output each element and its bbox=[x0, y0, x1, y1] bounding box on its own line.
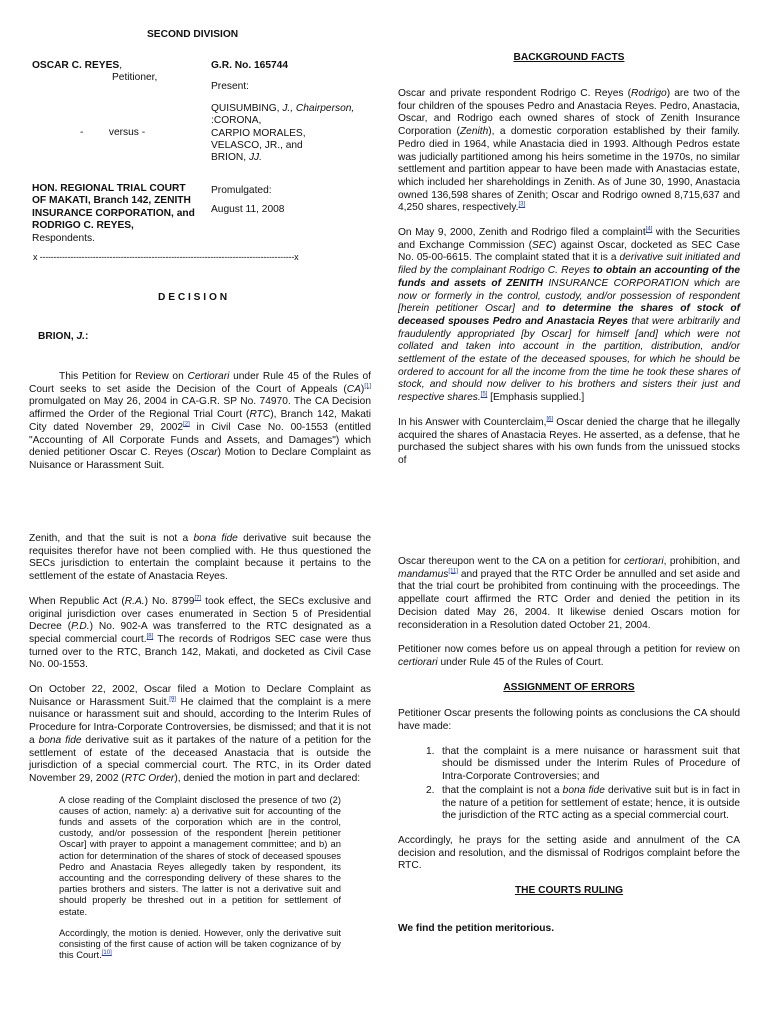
chairperson bbox=[211, 103, 391, 115]
list-item bbox=[398, 746, 740, 784]
author-j: J. bbox=[76, 331, 85, 342]
footnote-link[interactable]: [1] bbox=[364, 383, 371, 390]
author-name: BRION, bbox=[38, 331, 77, 342]
gr-number: G.R. No. 165744 bbox=[211, 60, 289, 71]
right-column-top bbox=[398, 88, 740, 480]
footnote-link[interactable]: [4] bbox=[645, 226, 653, 233]
promulgated-label: Promulgated: bbox=[211, 184, 272, 196]
footnote-link[interactable]: [5] bbox=[480, 391, 488, 398]
ra-8799-paragraph: When Republic Act (R.A.) No. 8799[7] took effect, the SECs exclusive and original jurisdiction over cases enumerated in Section 5 of Presidential Decree (P.D.) No. 902-A was transferred to the RTC designated as a special commercial court.[8] The records of Rodrigos SEC case were thus turned over to the RTC, Branch 142, Makati, and docketed as Civil Case No. 00-1553. bbox=[29, 595, 371, 671]
left-column-bottom bbox=[29, 533, 371, 971]
quote-paragraph: Accordingly, the motion is denied. However, only the derivative suit consisting of the first cause of action will be taken cognizance of by this Court.[10] bbox=[59, 926, 341, 961]
assignment-of-errors-heading: ASSIGNMENT OF ERRORS bbox=[503, 681, 635, 693]
appeal-paragraph: Petitioner now comes before us on appeal through a petition for review on certiorari under Rule 45 of the Rules of Court. bbox=[398, 644, 740, 668]
respondents-names: HON. REGIONAL TRIAL COURT OF MAKATI, Branch 142, ZENITH INSURANCE CORPORATION, and RODRIGO C. REYES, bbox=[32, 183, 195, 232]
errors-intro: Petitioner Oscar presents the following points as conclusions the CA should have made: bbox=[398, 708, 740, 733]
errors-list bbox=[398, 746, 740, 823]
respondents-role: Respondents. bbox=[32, 232, 95, 244]
ruling-text: We find the petition meritorious. bbox=[398, 922, 555, 934]
list-number: 2. bbox=[426, 784, 435, 796]
author-colon: : bbox=[85, 331, 89, 342]
bench-member: :CORONA, bbox=[211, 115, 262, 127]
division-heading: SECOND DIVISION bbox=[147, 29, 239, 40]
versus-label: - versus - bbox=[80, 127, 146, 138]
list-text: that the complaint is a mere nuisance or harassment suit that should be dismissed under the Interim Rules of Procedure of Intra-Corporate Controversies; and bbox=[442, 745, 740, 783]
courts-ruling-heading: THE COURTS RULING bbox=[514, 885, 624, 897]
footnote-link[interactable]: [7] bbox=[194, 595, 202, 602]
footnote-link[interactable]: [11] bbox=[448, 568, 458, 575]
motion-paragraph: On October 22, 2002, Oscar filed a Motion to Declare Complaint as Nuisance or Harassment Suit.[9] He claimed that the complaint is a mere nuisance or harassment suit and should, according to the Interim Rules of Procedure for Intra-Corporate Controversies, be dismissed; and that it is not a bona fide derivative suit as it partakes of the nature of a petition for the settlement of estate of the deceased Anastacia that is outside the jurisdiction of a special commercial court. The RTC, in its Order dated November 29, 2002 (RTC Order), denied the motion in part and declared: bbox=[29, 684, 372, 784]
petitioner-block: OSCAR C. REYES, Petitioner, bbox=[32, 60, 202, 85]
chair-title: J., Chairperson, bbox=[282, 102, 355, 114]
decision-title: D E C I S I O N bbox=[158, 292, 228, 303]
footnote-link[interactable]: [8] bbox=[146, 633, 154, 640]
petitioner-role: Petitioner, bbox=[112, 72, 158, 84]
ponente-name: BRION, bbox=[211, 152, 249, 164]
quote-paragraph: A close reading of the Complaint disclosed the presence of two (2) causes of action, namely: a) a derivative suit for accounting of the funds and assets of the corporation which are in the control, custody, and/or possession of the respondent [herein petitioner Oscar] with prayer to appoint a management committee; and b) an action for determination of the shares of stock of deceased spouses Pedro and Anastacia Reyes allegedly taken by respondent, its accounting and the corresponding delivery of these shares to the parties brothers and sisters. The latter is not a derivative suit and should properly be threshed out in a petition for settlement of estate. bbox=[59, 793, 341, 917]
answer-paragraph: In his Answer with Counterclaim,[6] Oscar denied the charge that he illegally acquired the shares of Anastacia Reyes. He asserted, as a defense, that he purchased the subject shares with his own funds from the unissued stocks of bbox=[398, 416, 740, 466]
right-column-bottom bbox=[398, 556, 740, 947]
respondents-block bbox=[32, 183, 202, 245]
promulgated-date: August 11, 2008 bbox=[211, 204, 285, 216]
footnote-link[interactable]: [10] bbox=[101, 950, 112, 957]
background-facts-heading: BACKGROUND FACTS bbox=[513, 52, 625, 63]
footnote-link[interactable]: [6] bbox=[546, 416, 554, 423]
intro-paragraph: This Petition for Review on Certiorari under Rule 45 of the Rules of Court seeks to set aside the Decision of the Court of Appeals (CA)[1] promulgated on May 26, 2004 in CA-G.R. SP No. 74970. The CA Decision affirmed the Order of the Regional Trial Court (RTC), Branch 142, Makati City dated November 29, 2002[2] in Civil Case No. 00-1553 (entitled "Accounting of All Corporate Funds and Assets, and Damages") which denied petitioner Oscar C. Reyes (Oscar) Motion to Declare Complaint as Nuisance or Harassment Suit. bbox=[29, 371, 372, 471]
background-paragraph: Oscar and private respondent Rodrigo C. Reyes (Rodrigo) are two of the four children of the spouses Pedro and Anastacia Reyes. Pedro, Anastacia, Oscar, and Rodrigo each owned shares of stock of Zenith Insurance Corporation (Zenith), a domestic corporation established by their family. Pedro died in 1964, while Anastacia died in 1993. Although Pedros estate was judicially partitioned among his heirs sometime in the 1970s, no similar settlement and partition appear to have been made with Anastacias estate, which included her shareholdings in Zenith. As of June 30, 1990, Anastacia owned 136,598 shares of Zenith; Oscar and Rodrigo owned 8,715,637 and 4,250 shares, respectively.[3] bbox=[398, 88, 740, 214]
jurisdiction-paragraph: Zenith, and that the suit is not a bona fide derivative suit because the requisites therefor have not been complied with. He thus questioned the SECs jurisdiction to entertain the complaint because it pertains to the settlement of the estate of Anastacia Reyes. bbox=[29, 533, 371, 583]
page-bottom bbox=[0, 512, 768, 1024]
left-column-top bbox=[29, 371, 371, 485]
ponente-jj: JJ. bbox=[248, 152, 262, 164]
ca-petition-paragraph: Oscar thereupon went to the CA on a petition for certiorari, prohibition, and mandamus[11] and prayed that the RTC Order be annulled and set aside and that the trial court be prohibited from continuing with the proceedings. The appellate court affirmed the RTC Order and denied the petition in its Decision dated May 26, 2004. It likewise denied Oscars motion for reconsideration in a Resolution dated October 21, 2004. bbox=[398, 556, 740, 631]
author-line bbox=[38, 331, 88, 342]
prayer-paragraph: Accordingly, he prays for the setting aside and annulment of the CA decision and resolution, and the dismissal of Rodrigos complaint before the RTC. bbox=[398, 834, 740, 872]
complaint-paragraph: On May 9, 2000, Zenith and Rodrigo filed a complaint[4] with the Securities and Exchange Commission (SEC) against Oscar, docketed as SEC Case No. 05-00-6615. The complaint stated that it is a derivative suit initiated and filed by the complainant Rodrigo C. Reyes to obtain an accounting of the funds and assets of ZENITH INSURANCE CORPORATION which are now or formerly in the control, custody, and/or possession of respondent [herein petitioner Oscar] and to determine the shares of stock of deceased spouses Pedro and Anastacia Reyes that were arbitrarily and fraudulently appropriated [by Oscar] for himself [and] which were not collated and taken into account in the partition, distribution, and/or settlement of the estate of the deceased spouses, for which he should be ordered to account for all the income from the time he took these shares of stock, and should now deliver to his brothers and sisters their just and respective shares.[5] [Emphasis supplied.] bbox=[398, 226, 741, 404]
footnote-link[interactable]: [9] bbox=[169, 696, 176, 703]
separator-line: x -------------------------------------------------------------------------------------------x bbox=[33, 252, 299, 262]
list-number: 1. bbox=[426, 745, 435, 757]
rtc-order-quote bbox=[59, 794, 341, 961]
bench-member: VELASCO, JR., and bbox=[211, 140, 303, 152]
petitioner-name: OSCAR C. REYES bbox=[32, 60, 120, 71]
bench-member-ponente bbox=[211, 152, 391, 164]
footnote-link[interactable]: [3] bbox=[518, 201, 526, 208]
list-item: 2. that the complaint is not a bona fide derivative suit but is in fact in the nature of a petition for settlement of estate; hence, it is outside the jurisdiction of the RTC acting as a special commercial court. bbox=[426, 784, 740, 822]
present-label: Present: bbox=[211, 81, 249, 93]
bench-member: CARPIO MORALES, bbox=[211, 127, 306, 139]
chair-name: QUISUMBING, bbox=[211, 102, 283, 114]
case-caption-right bbox=[211, 60, 391, 217]
footnote-link[interactable]: [2] bbox=[183, 421, 190, 428]
